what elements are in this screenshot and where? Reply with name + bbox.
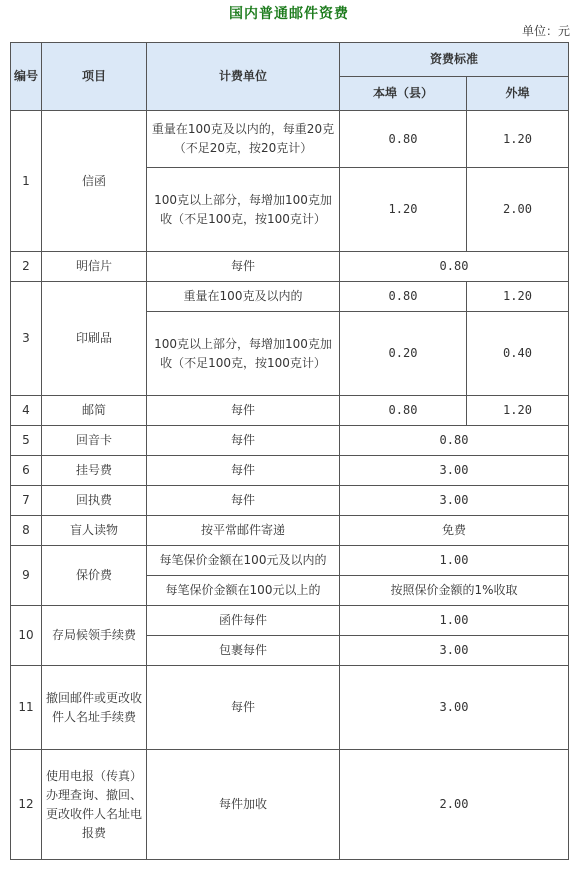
row-item: 保价费 <box>42 546 147 606</box>
row-number: 1 <box>11 111 42 252</box>
table-row <box>11 282 569 312</box>
table-row <box>11 666 569 750</box>
local-fee-cell: 0.20 <box>340 312 467 396</box>
row-number: 3 <box>11 282 42 396</box>
remote-fee-cell: 1.20 <box>467 396 569 426</box>
header-remote: 外埠 <box>467 77 569 111</box>
table-row <box>11 486 569 516</box>
table-row <box>11 252 569 282</box>
fee-cell: 0.80 <box>340 426 569 456</box>
table-row <box>11 396 569 426</box>
billing-unit-cell: 函件每件 <box>147 606 340 636</box>
row-item: 存局候领手续费 <box>42 606 147 666</box>
fee-cell: 3.00 <box>340 456 569 486</box>
row-item: 盲人读物 <box>42 516 147 546</box>
fee-table <box>10 42 569 860</box>
row-number: 2 <box>11 252 42 282</box>
header-item: 项目 <box>42 43 147 111</box>
local-fee-cell: 1.20 <box>340 168 467 252</box>
row-number: 5 <box>11 426 42 456</box>
row-item: 使用电报（传真）办理查询、撤回、更改收件人名址电报费 <box>42 750 147 860</box>
fee-cell: 1.00 <box>340 606 569 636</box>
header-standard: 资费标准 <box>340 43 569 77</box>
fee-cell: 2.00 <box>340 750 569 860</box>
billing-unit-cell: 100克以上部分，每增加100克加收（不足100克，按100克计） <box>147 312 340 396</box>
row-item: 撤回邮件或更改收件人名址手续费 <box>42 666 147 750</box>
table-row <box>11 111 569 168</box>
billing-unit-cell: 重量在100克及以内的，每重20克（不足20克，按20克计） <box>147 111 340 168</box>
billing-unit-cell: 重量在100克及以内的 <box>147 282 340 312</box>
table-row <box>11 750 569 860</box>
row-number: 7 <box>11 486 42 516</box>
remote-fee-cell: 1.20 <box>467 111 569 168</box>
header-local: 本埠（县） <box>340 77 467 111</box>
unit-label: 单位：元 <box>521 24 570 38</box>
fee-cell: 3.00 <box>340 486 569 516</box>
billing-unit-cell: 包裹每件 <box>147 636 340 666</box>
fee-cell: 3.00 <box>340 666 569 750</box>
table-header-row <box>11 43 569 77</box>
row-item: 明信片 <box>42 252 147 282</box>
billing-unit-cell: 每件 <box>147 456 340 486</box>
fee-cell: 按照保价金额的1%收取 <box>340 576 569 606</box>
local-fee-cell: 0.80 <box>340 282 467 312</box>
row-number: 10 <box>11 606 42 666</box>
table-row <box>11 546 569 576</box>
remote-fee-cell: 2.00 <box>467 168 569 252</box>
table-row <box>11 516 569 546</box>
row-number: 6 <box>11 456 42 486</box>
billing-unit-cell: 每件 <box>147 396 340 426</box>
row-number: 8 <box>11 516 42 546</box>
local-fee-cell: 0.80 <box>340 396 467 426</box>
billing-unit-cell: 每笔保价金额在100元及以内的 <box>147 546 340 576</box>
row-item: 回执费 <box>42 486 147 516</box>
fee-cell: 3.00 <box>340 636 569 666</box>
row-number: 4 <box>11 396 42 426</box>
fee-cell: 免费 <box>340 516 569 546</box>
row-item: 挂号费 <box>42 456 147 486</box>
billing-unit-cell: 每件 <box>147 252 340 282</box>
row-number: 9 <box>11 546 42 606</box>
remote-fee-cell: 0.40 <box>467 312 569 396</box>
page-title: 国内普通邮件资费 <box>229 6 349 22</box>
remote-fee-cell: 1.20 <box>467 282 569 312</box>
row-number: 11 <box>11 666 42 750</box>
billing-unit-cell: 每件加收 <box>147 750 340 860</box>
billing-unit-cell: 每件 <box>147 426 340 456</box>
billing-unit-cell: 每笔保价金额在100元以上的 <box>147 576 340 606</box>
row-item: 回音卡 <box>42 426 147 456</box>
row-item: 信函 <box>42 111 147 252</box>
header-no: 编号 <box>11 43 42 111</box>
row-item: 邮简 <box>42 396 147 426</box>
row-item: 印刷品 <box>42 282 147 396</box>
table-row <box>11 456 569 486</box>
billing-unit-cell: 每件 <box>147 666 340 750</box>
row-number: 12 <box>11 750 42 860</box>
billing-unit-cell: 100克以上部分，每增加100克加收（不足100克，按100克计） <box>147 168 340 252</box>
table-row <box>11 426 569 456</box>
fee-cell: 1.00 <box>340 546 569 576</box>
header-billing-unit: 计费单位 <box>147 43 340 111</box>
table-row <box>11 606 569 636</box>
local-fee-cell: 0.80 <box>340 111 467 168</box>
fee-cell: 0.80 <box>340 252 569 282</box>
billing-unit-cell: 每件 <box>147 486 340 516</box>
billing-unit-cell: 按平常邮件寄递 <box>147 516 340 546</box>
